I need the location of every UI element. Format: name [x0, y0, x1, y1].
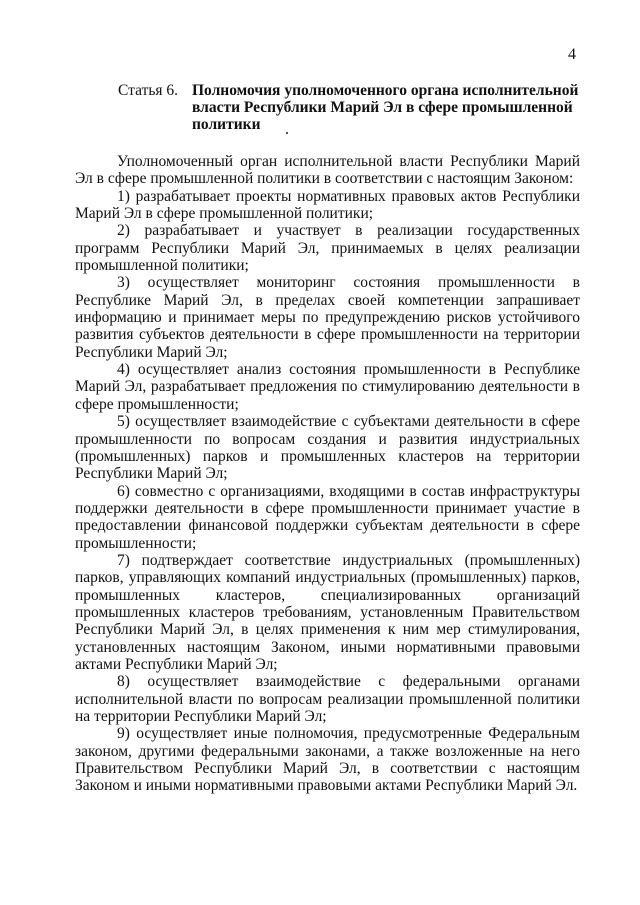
list-item: 9) осуществляет иные полномочия, предусмотренные Федеральным законом, другими федеральными законами, а также возложенные на него Правительством Республики Марий Эл, в соответствии с настоящим Законом и иными нормативными правовыми актами Республики Марий Эл. [75, 725, 580, 795]
intro-paragraph: Уполномоченный орган исполнительной власти Республики Марий Эл в сфере промышленной политики в соответствии с настоящим Законом: [75, 153, 580, 188]
list-item: 2) разрабатывает и участвует в реализации государственных программ Республики Марий Эл, принимаемых в целях реализации промышленной политики; [75, 222, 580, 275]
list-item: 3) осуществляет мониторинг состояния промышленности в Республике Марий Эл, в пределах своей компетенции запрашивает информацию и принимает меры по предупреждению рисков устойчивого развития субъектов деятельности в сфере промышленности на территории Республики Марий Эл; [75, 274, 580, 361]
list-item: 6) совместно с организациями, входящими в состав инфраструктуры поддержки деятельности в сфере промышленности принимает участие в предоставлении финансовой поддержки субъектам деятельности в сфере промышленности; [75, 482, 580, 552]
page-number: 4 [568, 46, 576, 63]
article-label: Статья 6. [118, 82, 179, 99]
list-item: 4) осуществляет анализ состояния промышленности в Республике Марий Эл, разрабатывает предложения по стимулированию деятельности в сфере промышленности; [75, 361, 580, 413]
list-item: 8) осуществляет взаимодействие с федеральными органами исполнительной власти по вопросам реализации промышленной политики на территории Республики Марий Эл; [75, 673, 580, 725]
list-item: 7) подтверждает соответствие индустриальных (промышленных) парков, управляющих компаний индустриальных (промышленных) парков, промышленных кластеров, специализированных организаций промышленных кластеров требованиям, установленным Правительством Республики Марий Эл, в целях применения к ним мер стимулирования, установленных настоящим Законом, иными нормативными правовыми актами Республики Марий Эл; [75, 551, 580, 673]
list-item: 1) разрабатывает проекты нормативных правовых актов Республики Марий Эл в сфере промышленной политики; [75, 187, 580, 223]
scan-mark [286, 132, 288, 134]
article-title: Полномочия уполномоченного органа исполнительной власти Республики Марий Эл в сфере промышленной политики [192, 82, 579, 133]
article-body [75, 153, 580, 795]
article-header [118, 82, 586, 133]
list-item: 5) осуществляет взаимодействие с субъектами деятельности в сфере промышленности по вопросам создания и развития индустриальных (промышленных) парков и промышленных кластеров на территории Республики Марий Эл; [75, 413, 580, 483]
